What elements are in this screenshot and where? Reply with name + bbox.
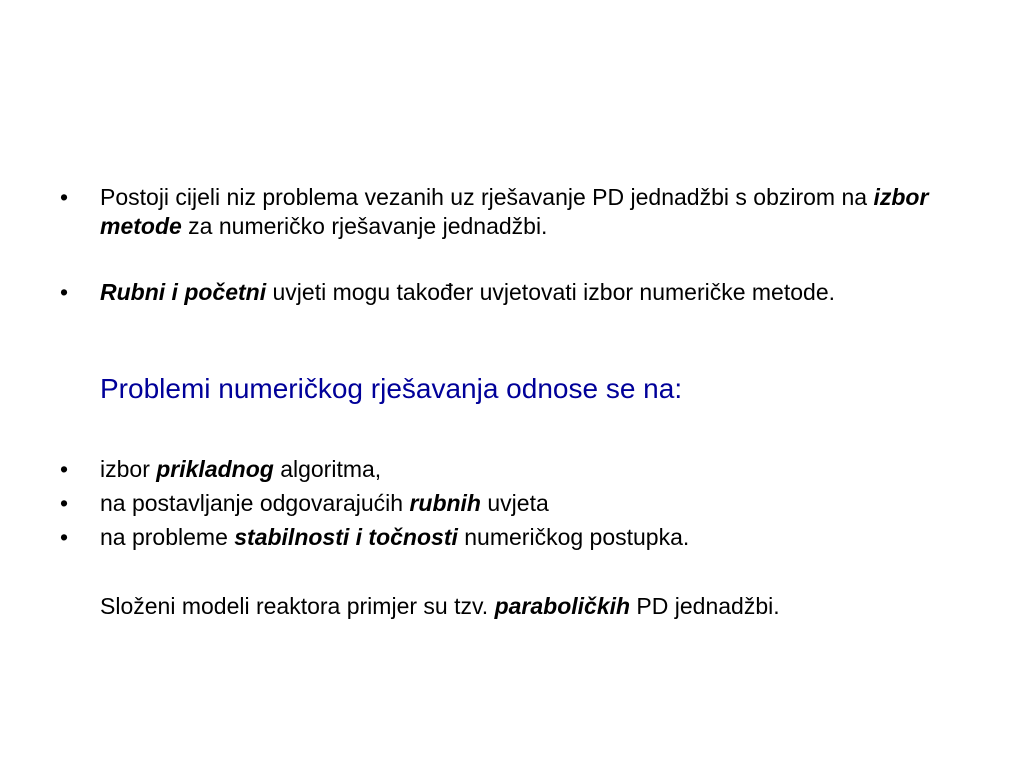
problem-item-1 (100, 455, 980, 484)
problem-3-text: na probleme (100, 524, 235, 550)
closing-text-end: PD jednadžbi. (630, 593, 780, 619)
bullet-marker: • (60, 456, 69, 482)
problem-3-text-end: numeričkog postupka. (457, 524, 690, 550)
intro-paragraph-2 (100, 278, 980, 307)
intro-1-emphasis: izbor metode (100, 184, 929, 239)
closing-emphasis: paraboličkih (494, 593, 631, 619)
problem-1-text: izbor (100, 456, 157, 482)
intro-paragraph-1 (100, 183, 980, 241)
closing-paragraph (100, 592, 980, 621)
closing-text: Složeni modeli reaktora primjer su tzv. (100, 593, 495, 619)
bullet-marker: • (60, 184, 69, 210)
problem-1-emphasis: prikladnog (156, 456, 274, 482)
bullet-marker: • (60, 490, 69, 516)
intro-2-emphasis: Rubni i početni (100, 279, 267, 305)
problem-item-2 (100, 489, 980, 518)
intro-1-text: Postoji cijeli niz problema vezanih uz rješavanje PD jednadžbi s obzirom na (100, 184, 874, 210)
bullet-marker: • (60, 524, 69, 550)
problem-2-text-end: uvjeta (480, 490, 549, 516)
bullet-marker: • (60, 279, 69, 305)
intro-1-text-end: za numeričko rješavanje jednadžbi. (181, 213, 548, 239)
problem-2-text: na postavljanje odgovarajućih (100, 490, 410, 516)
problem-item-3 (100, 523, 980, 552)
intro-2-text: uvjeti mogu također uvjetovati izbor numeričke metode. (266, 279, 835, 305)
problem-1-text-end: algoritma, (273, 456, 382, 482)
problem-3-emphasis: stabilnosti i točnosti (234, 524, 458, 550)
section-heading: Problemi numeričkog rješavanja odnose se na: (100, 373, 683, 404)
problem-2-emphasis: rubnih (409, 490, 481, 516)
